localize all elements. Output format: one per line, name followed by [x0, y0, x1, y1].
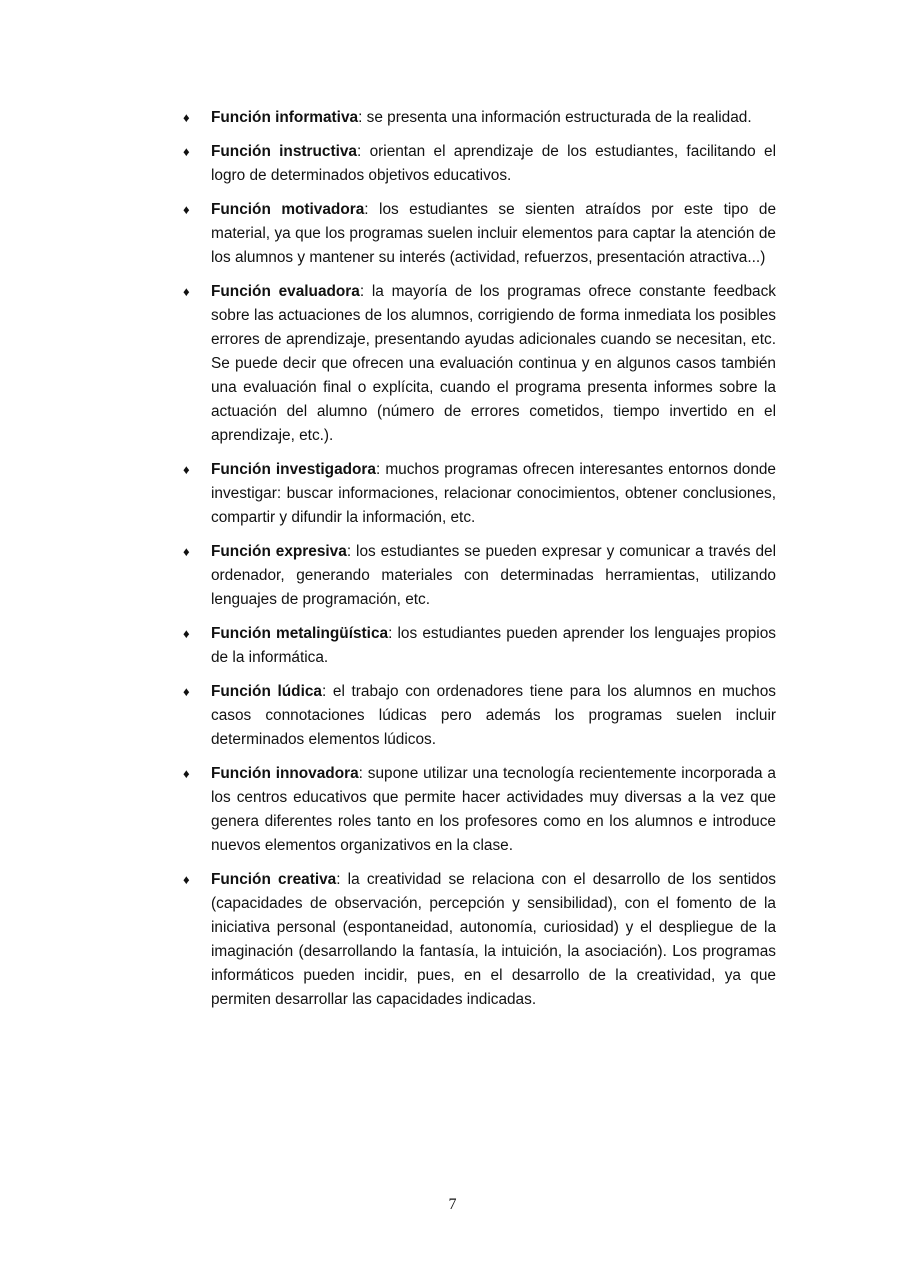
item-term: Función metalingüística: [211, 625, 389, 642]
item-term: Función informativa: [211, 109, 359, 126]
item-description: : se presenta una información estructurada de la realidad.: [358, 109, 752, 126]
item-description: : los estudiantes pueden aprender los lenguajes propios de la informática.: [211, 625, 776, 666]
diamond-bullet-icon: ♦: [183, 872, 190, 887]
item-description: : la creatividad se relaciona con el desarrollo de los sentidos (capacidades de observación, percepción y sensibilidad), con el fomento de la iniciativa personal (espontaneidad, autonomía, curiosidad) y el despliegue de la imaginación (desarrollando la fantasía, la intuición, la asociación). Los programas informáticos pueden incidir, pues, en el desarrollo de la creatividad, ya que permiten desarrollar las capacidades indicadas.: [211, 871, 776, 1008]
list-item: [181, 540, 776, 612]
list-item: [181, 106, 776, 130]
list-item: [181, 680, 776, 752]
diamond-bullet-icon: ♦: [183, 110, 190, 125]
list-item: [181, 280, 776, 448]
list-item: [181, 458, 776, 530]
item-description: : orientan el aprendizaje de los estudiantes, facilitando el logro de determinados objetivos educativos.: [211, 143, 777, 184]
diamond-bullet-icon: ♦: [183, 684, 190, 699]
item-description: : supone utilizar una tecnología recientemente incorporada a los centros educativos que permite hacer actividades muy diversas a la vez que genera diferentes roles tanto en los profesores como en los alumnos e introduce nuevos elementos organizativos en la clase.: [211, 765, 776, 854]
functions-list: [181, 106, 776, 1022]
item-description: : muchos programas ofrecen interesantes entornos donde investigar: buscar informaciones, relacionar conocimientos, obtener conclusiones, compartir y difundir la información, etc.: [211, 461, 776, 526]
item-description: : los estudiantes se pueden expresar y comunicar a través del ordenador, generando materiales con determinadas herramientas, utilizando lenguajes de programación, etc.: [211, 543, 776, 608]
page-number: 7: [448, 1196, 457, 1213]
diamond-bullet-icon: ♦: [183, 202, 190, 217]
diamond-bullet-icon: ♦: [183, 626, 190, 641]
item-term: Función instructiva: [211, 143, 357, 160]
item-term: Función evaluadora: [211, 283, 360, 300]
diamond-bullet-icon: ♦: [183, 766, 190, 781]
list-item: [181, 622, 776, 670]
item-term: Función motivadora: [211, 201, 365, 218]
item-term: Función investigadora: [211, 461, 376, 478]
item-description: : la mayoría de los programas ofrece constante feedback sobre las actuaciones de los alumnos, corrigiendo de forma inmediata los posibles errores de aprendizaje, presentando ayudas adicionales cuando se necesitan, etc. Se puede decir que ofrecen una evaluación continua y en algunos casos también una evaluación final o explícita, cuando el programa presenta informes sobre la actuación del alumno (número de errores cometidos, tiempo invertido en el aprendizaje, etc.).: [211, 283, 776, 444]
item-term: Función lúdica: [211, 683, 322, 700]
diamond-bullet-icon: ♦: [183, 544, 190, 559]
item-term: Función expresiva: [211, 543, 347, 560]
list-item: [181, 868, 776, 1012]
item-description: : el trabajo con ordenadores tiene para los alumnos en muchos casos connotaciones lúdicas pero además los programas suelen incluir determinados elementos lúdicos.: [211, 683, 776, 748]
diamond-bullet-icon: ♦: [183, 284, 190, 299]
item-description: : los estudiantes se sienten atraídos por este tipo de material, ya que los programas suelen incluir elementos para captar la atención de los alumnos y mantener su interés (actividad, refuerzos, presentación atractiva...): [211, 201, 776, 266]
diamond-bullet-icon: ♦: [183, 462, 190, 477]
diamond-bullet-icon: ♦: [183, 144, 190, 159]
item-term: Función innovadora: [211, 765, 359, 782]
list-item: [181, 762, 776, 858]
item-term: Función creativa: [211, 871, 337, 888]
list-item: [181, 140, 776, 188]
list-item: [181, 198, 776, 270]
